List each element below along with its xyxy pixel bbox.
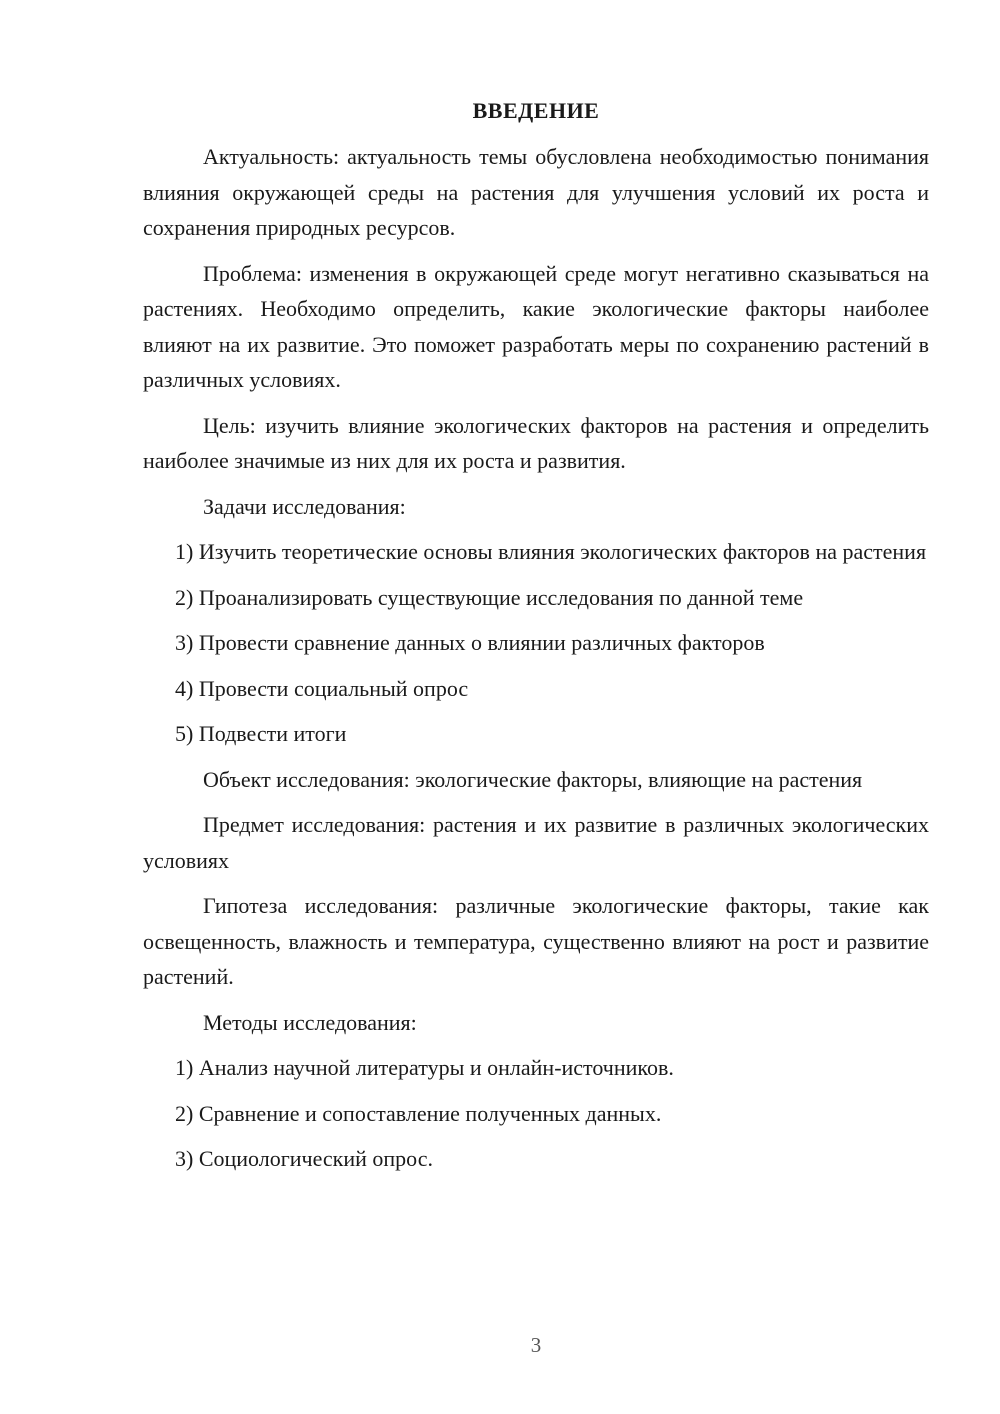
methods-heading: Методы исследования: <box>203 1009 417 1035</box>
task-item: 2) Проанализировать существующие исследования по данной теме <box>175 584 804 610</box>
method-item: 1) Анализ научной литературы и онлайн-источников. <box>175 1055 674 1080</box>
task-item: 1) Изучить теоретические основы влияния экологических факторов на растения <box>175 539 927 564</box>
task-item: 5) Подвести итоги <box>175 721 347 746</box>
task-item: 4) Провести социальный опрос <box>175 675 469 701</box>
document-body <box>143 95 929 1187</box>
subject-paragraph: Предмет исследования: растения и их развитие в различных экологических условиях <box>143 812 929 873</box>
problem-paragraph: Проблема: изменения в окружающей среде могут негативно сказываться на растениях. Необходимо определить, какие экологические факторы наиболее влияют на их развитие. Это поможет разработать меры по сохранению растений в различных условиях. <box>143 260 929 392</box>
object-paragraph: Объект исследования: экологические факторы, влияющие на растения <box>203 766 863 792</box>
goal-paragraph: Цель: изучить влияние экологических факторов на растения и определить наиболее значимые из них для их роста и развития. <box>143 412 929 473</box>
tasks-heading: Задачи исследования: <box>203 493 406 519</box>
relevance-paragraph: Актуальность: актуальность темы обусловлена необходимостью понимания влияния окружающей среды на растения для улучшения условий их роста и сохранения природных ресурсов. <box>143 144 929 240</box>
task-item: 3) Провести сравнение данных о влиянии различных факторов <box>175 630 765 655</box>
section-title: ВВЕДЕНИЕ <box>472 98 600 123</box>
hypothesis-paragraph: Гипотеза исследования: различные экологические факторы, такие как освещенность, влажность и температура, существенно влияют на рост и развитие растений. <box>143 893 929 989</box>
method-item: 3) Социологический опрос. <box>175 1146 433 1171</box>
method-item: 2) Сравнение и сопоставление полученных данных. <box>175 1100 662 1126</box>
page-number: 3 <box>530 1333 542 1357</box>
